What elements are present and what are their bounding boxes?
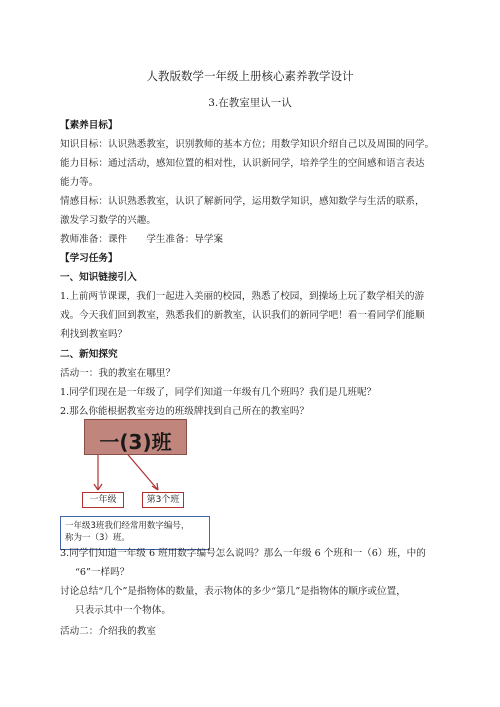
class-sign-label: 一(3)班: [99, 430, 172, 454]
goal-emotion-cont: 激发学习数学的兴趣。: [60, 215, 156, 226]
activity2-heading: 活动二：介绍我的教室: [60, 626, 156, 637]
goal-ability: 能力目标：通过活动，感知位置的相对性，认识新同学，培养学生的空间感和语言表达: [60, 158, 425, 169]
goal-emotion: 情感目标：认识熟悉教室，认识了解新同学，运用数学知识，感知数学与生活的联系，: [60, 196, 425, 207]
activity1-heading: 活动一：我的教室在哪里？: [60, 368, 176, 379]
section-tasks-heading: 【学习任务】: [60, 253, 118, 264]
class-sign-board: [84, 419, 187, 455]
part1-para-line2: 戏。今天我们回到教室，熟悉我们的新教室，认识我们的新同学吧！看一看同学们能顺: [60, 310, 425, 321]
part1-para-line3: 利找到教室吗？: [60, 329, 128, 340]
question1: 1.同学们现在是一年级了，同学们知道一年级有几个班吗？我们是几班呢？: [60, 387, 377, 398]
class-number-box: 第3个班: [142, 492, 184, 508]
figure-note-line1: 一年级3班我们经常用数字编号，: [65, 521, 190, 531]
figure-note-line2: 称为一（3）班。: [65, 533, 130, 543]
class-sign-figure: [60, 412, 212, 542]
figure-note: [60, 516, 210, 550]
part1-para-line1: 1.上前两节课课，我们一起进入美丽的校园，熟悉了校园，到操场上玩了数学相关的游: [60, 291, 425, 302]
question3-line2: “6”一样吗？: [75, 567, 130, 578]
question3-line1: 3.同学们知道一年级 6 班用数字编号怎么说吗？那么一年级 6 个班和一（6）班，中的: [60, 548, 426, 559]
question2: 2.那么你能根据教室旁边的班级牌找到自己所在的教室吗？: [60, 406, 309, 417]
doc-title: 人教版数学一年级上册核心素养教学设计: [146, 69, 354, 83]
goal-ability-cont: 能力等。: [60, 177, 99, 188]
section-goals-heading: 【素养目标】: [60, 120, 118, 131]
preparation: 教师准备：课件 学生准备：导学案: [60, 234, 224, 245]
discussion-line2: 只表示其中一个物体。: [75, 605, 171, 616]
doc-subtitle: 3.在教室里认一认: [208, 97, 292, 109]
part2-heading: 二、新知探究: [60, 349, 118, 360]
goal-knowledge: 知识目标：认识熟悉教室，识别教师的基本方位；用数学知识介绍自己以及周围的同学。: [60, 139, 435, 150]
part1-heading: 一、知识链接引入: [60, 272, 137, 283]
grade-label-box: 一年级: [82, 492, 124, 508]
discussion-line1: 讨论总结“几个”是指物体的数量，表示物体的多少“第几”是指物体的顺序或位置，: [60, 586, 406, 597]
